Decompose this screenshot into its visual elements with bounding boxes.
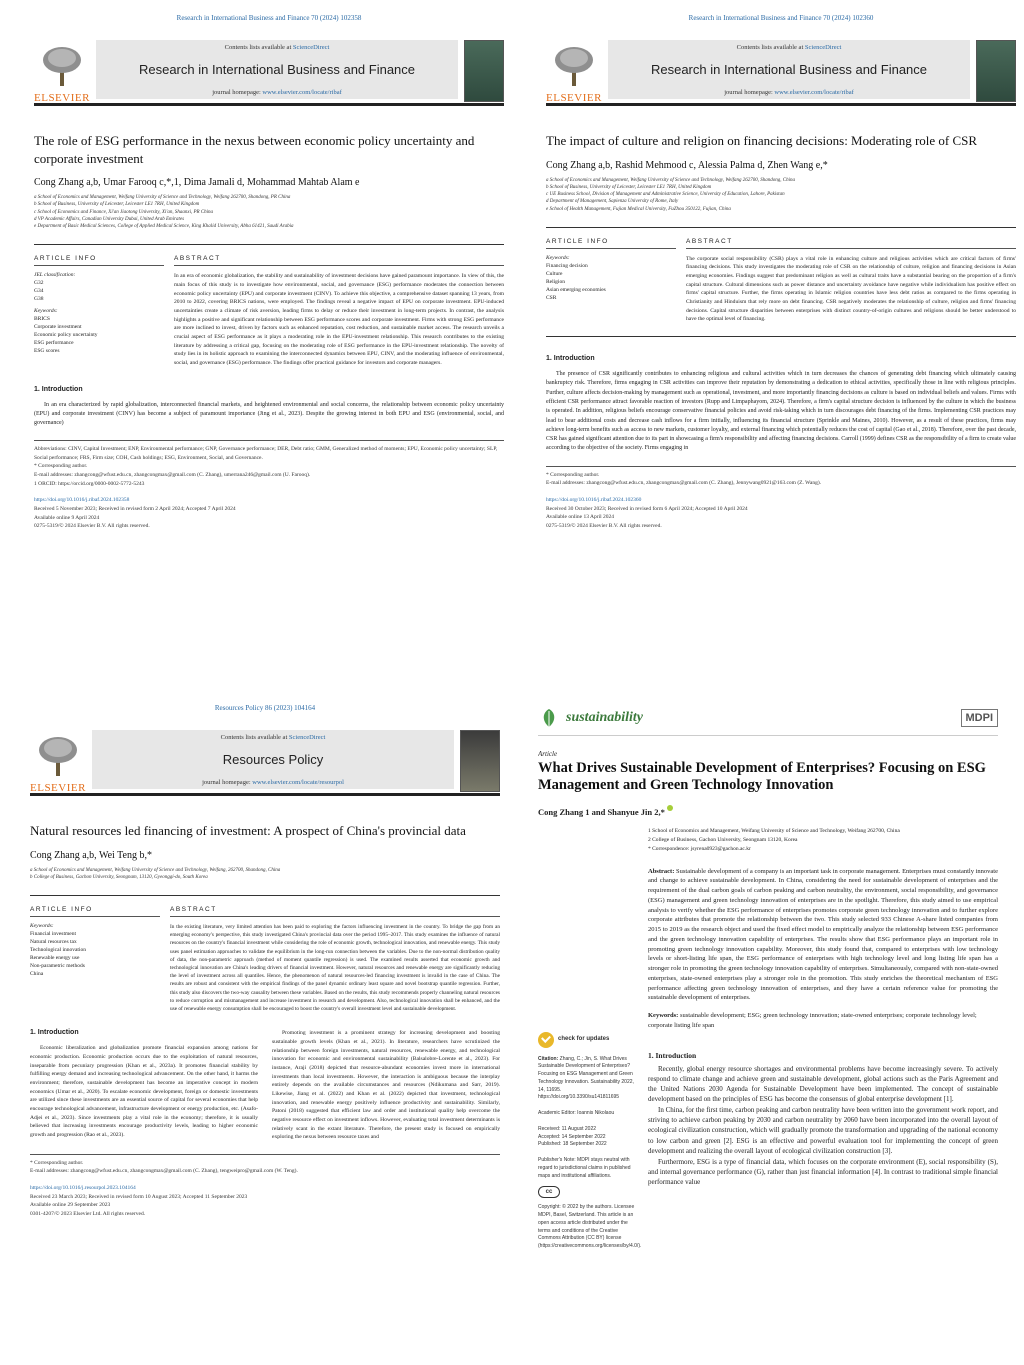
section-heading: 1. Introduction — [30, 1029, 79, 1037]
leaf-icon — [538, 707, 560, 729]
intro-text-col1: Economic liberalization and globalization promote financial expansion among nations for economic production. Economic production occurs due to the exploitation of natural resources, inseparable from pecuniary progression (Khan et al., 2023a). It promotes financial stability by fulfilling energy demand and increasing technological advancement. On the other hand, it harms the environment; therefore, sustainable development has become an imperative concept in modern economics (Umar et al., 2020). To escalate economic development, foreign or domestic investments are utilized since these investments are an essential source of capital for several economies that help encourage technological advancement, infrastructure development or energy production, etc. (Asafo-Adjei et al., 2023). Since investments play a vital role in the economy; therefore, it is usually believed that increasing investments encourage productivity levels, leading to higher economic growth and progression (Rao et al., 2023). — [30, 1045, 258, 1138]
journal-cover-image — [464, 40, 504, 102]
journal-cover-image — [976, 40, 1016, 102]
elsevier-wordmark: ELSEVIER — [30, 782, 86, 794]
doi-link[interactable]: https://doi.org/10.1016/j.resourpol.2023.104164 — [30, 1184, 136, 1191]
author-list: Cong Zhang a,b, Wei Teng b,* — [30, 849, 152, 861]
contents-line: Contents lists available at ScienceDirect — [736, 44, 842, 51]
journal-masthead — [34, 40, 504, 106]
abstract-text: The corporate social responsibility (CSR) plays a vital role in enhancing culture and religious activities which are critical factors of firms' financing decisions. This study investigates the moderating role of CSR on the relationship of culture, religion and financing decisions in Asian emerging economies. Findings suggest that predominant religion as well as cultural traits have a substantial bearing on the proportion of a firm's capital structure. Cultural dimensions such as power distance and uncertainty avoidance have negative while individualism has positive effect on firms' capital structure. Further, the firms operating in Islamic religion countries have less debt ratios as compared to the firms operating in Christianity and Hinduism that rely more on debt financing. CSR negatively moderates the relationship of culture, religion and firms' financing decisions. Capital structure disparities between enterprises with distinct country-of-origin cultures and religions should be better understood to have the optimal level of financing. — [686, 255, 1016, 323]
contents-line: Contents lists available at ScienceDirect — [224, 44, 330, 51]
homepage-link[interactable]: www.elsevier.com/locate/resourpol — [252, 779, 344, 786]
intro-paragraph: In China, for the first time, carbon peaking and carbon neutrality have been written into the government work report, and striving to achieve carbon peaking by 2030 and carbon neutrality by 2060 have been incorporated into the overall layout of ecological civilization construction, which will gradually promote the transformation and upgrading of the national economy to low carbon and green [2]. ESG is an effective and powerful evaluation tool for implementing the concept of green development and realizing the overall layout of ecological civilization construction [3]. — [648, 1106, 998, 1155]
footnotes: Abbreviations: CINV, Capital Investment; ENP, Environmental performance; GNP, Governance performance; DER, Debt ratio; GMM, Generalized method of moments; EPU, Economic policy uncertainty; SLP, Social performance; FRS, Firm size; COH, Cash holdings; ESG, Environment, Social, and Governance. * Corresponding author. E-mail addresses: zhangcong@wfust.edu.cn, zhangcongmax@gmail.com (C. Zhang), umerrana246@gmail.com (U. Farooq). 1 ORCID: https://orcid.org/0000-0002-5772-5243 — [34, 440, 504, 488]
footnotes: * Corresponding author. E-mail addresses: zhangcong@wfust.edu.cn, zhangcongmax@gmail.com (C. Zhang), tengweipro@gmail.com (W. Teng). — [30, 1154, 500, 1176]
journal-title: Resources Policy — [222, 752, 324, 767]
abstract-text: Abstract: Sustainable development of a company is an important task in corporate management. Enterprises must constantly innovate and change to achieve sustainable development. In China, considering the need for sustainable development of enterprises and the requirement of the dual carbon goals of carbon peaking and carbon neutrality, the environment, social responsibility, and governance (ESG) management and green technology innovation of enterprises are in the spotlight. Therefore, this study aimed to use empirical analysis to verify whether the ESG performance of enterprises promotes corporate green technology innovation and to further explore corporate attributes that promote the relationship between the two. This study selected 933 Chinese A-share listed companies from 2015 to 2019 as the research object and used the fixed effect model to empirically analyze the relationship between ESG performance and the green technology innovation capability of enterprises. The results show that ESG performance plays an important role in promoting green technology innovation capability. Moreover, this study found that, compared to enterprises with low technology levels or short-listing life span, the ESG performance of enterprises with high technology level and long listing life span has a stronger role in promoting the green technology innovation capability of enterprises. Simultaneously, compared with non-state-owned enterprises, state-owned enterprises play a stronger role in the promotion. This study enriches the theoretical mechanism of ESG performance affecting green technology innovation of enterprises, and they have a certain reference value for promoting the sustainable development of enterprises. — [648, 867, 998, 1002]
mdpi-header — [538, 700, 998, 736]
affiliations: a School of Economics and Management, Weifang University of Science and Technology, Weifang 262700, Shandong, PR China b School of Business, University of Leicester, Leicester LE1 7RH, United Kingdom c School of Economics and Finance, Xi'an Jiaotong University, Xi'an, Shaanxi, PR China d VP Academic Affairs, Canadian University Dubai, United Arab Emirates e Department of Basic Medical Sciences, College of Applied Medical Science, King Khalid University, Abha 61421, Saudi Arabia — [34, 195, 294, 230]
sciencedirect-link[interactable]: ScienceDirect — [292, 44, 330, 51]
journal-header-box — [96, 40, 458, 99]
doi-link[interactable]: https://doi.org/10.1016/j.ribaf.2024.102358 — [34, 497, 130, 504]
orcid-icon[interactable] — [667, 805, 673, 811]
elsevier-logo — [546, 40, 604, 106]
running-head[interactable]: Resources Policy 86 (2023) 104164 — [214, 704, 316, 712]
journal-homepage: journal homepage: www.elsevier.com/locate/ribaf — [724, 89, 854, 96]
section-heading: 1. Introduction — [546, 355, 595, 363]
intro-text: The presence of CSR significantly contributes to enhancing religious and cultural activities which in turn decreases the chances of generating debt financing which ultimately causing bankruptcy risk. Therefore, firms engaging in CSR activities can improve their reputation by demonstrating a dedication to ethical activities, specifically those in line with religious principles. Further, culture affects decision-making by management such as operational, investment, and more importantly financing decisions as culture is based on individual beliefs and values. Firms with efficient CSR performance attract favorable reaction of investors (Rupp and Limpaphayom, 2024). Therefore, a firm's capital structure decision is influenced by the culture in which the business is operated. In addition, religious beliefs encourage conservative financial policies and avoid risk-taking which in turn discourages debt financing of the firms. Implementing CSR practices may lead to bear additional costs and decrease cash inflows for a firm initially, influencing its financial structure (Sprinkle and Maines, 2010). However, as a result of these practices, firms may achieve long-term benefits such as access to new markets, customer loyalty, and external financing which potentially reduces the cost of capital (Gao et al., 2018). Therefore, over the past decade, CSR has gained significant attention due to its part in showcasing a firm's responsibility and affecting financing decisions. Carroll (1999) defines CSR as the responsibility of a firm to create value according to the objective of the society. Firms engaging in — [546, 371, 1016, 452]
journal-header-box — [608, 40, 970, 99]
paper-esg-epu — [34, 14, 504, 644]
abstract-section: ABSTRACT In the existing literature, very limited attention has been paid to exploring the factors influencing investment in the country. To bridge the gap from an emerging economy's perspective, this study investigated China's provincial data over the period 1995–2017. This study examines the influence of natural resources on the country's financial investment while considering the role of economic growth, technological innovation, and renewable energy. This study uses panel estimation approaches to validate the equilibrium in the long-run connection between the variables. Due to the non-normal distribution quality of data, the non-parametric approach (method of moment quantile regression) is used. The examined results asserted that economic growth and technological innovation are China's leading drivers of financial investment. However, natural resources and renewable energy are significantly reducing the level of investment across all quantiles. Hence, the phenomenon of natural resources-led financing investment is invalid in the case of China. The results are robust and consistent with the empirical findings of the panel dynamic ordinary least square and novel bootstrap quantile regression. Further, this study also discovers the two-way causality between these variables. Based on the results, this study recommends properly channeling natural resources to reduce corruption and mismanagement and increase investment in research and development. Also, technological innovation shall be enhanced, and the use of renewable energy consumption shall be encouraged to boost the country's overall investment level and sustainable development. — [170, 906, 500, 1013]
homepage-link[interactable]: www.elsevier.com/locate/ribaf — [774, 89, 854, 96]
author-list: Cong Zhang a,b, Umar Farooq c,*,1, Dima Jamali d, Mohammad Mahtab Alam e — [34, 177, 360, 189]
journal-title: Research in International Business and Finance — [138, 62, 416, 77]
running-head[interactable]: Research in International Business and Finance 70 (2024) 102358 — [176, 14, 362, 22]
journal-header-box — [92, 730, 454, 789]
paper-title: Natural resources led financing of investment: A prospect of China's provincial data — [30, 823, 466, 838]
paper-title: The impact of culture and religion on financing decisions: Moderating role of CSR — [546, 133, 978, 148]
tree-icon — [552, 44, 596, 88]
doi-link[interactable]: https://doi.org/10.1016/j.ribaf.2024.102360 — [546, 496, 642, 503]
academic-editor: Academic Editor: Ioannis Nikolaou — [538, 1110, 615, 1117]
journal-homepage: journal homepage: www.elsevier.com/locate/ribaf — [212, 89, 342, 96]
abstract-section: ABSTRACT The corporate social responsibility (CSR) plays a vital role in enhancing culture and religious activities which are critical factors of firms' financing decisions. This study investigates the moderating role of CSR on the relationship of culture, religion and financing decisions in Asian emerging economies. Findings suggest that predominant religion as well as cultural traits have a substantial bearing on the proportion of a firm's capital structure. Cultural dimensions such as power distance and uncertainty avoidance have negative while individualism has positive effect on firms' capital structure. Further, the firms operating in Islamic religion countries have less debt ratios as compared to the firms operating in Christianity and Hinduism that rely more on debt financing. CSR negatively moderates the relationship of culture, religion and firms' financing decisions. Capital structure disparities between enterprises with distinct country-of-origin cultures and religions should be better understood to have the optimal level of financing. — [686, 237, 1016, 323]
abstract-text: In an era of economic globalization, the stability and sustainability of investment decisions have gained paramount importance. In view of this, the main focus of this study is to investigate how environmental, social, and governance (ESG) performance moderates the connection between economic policy uncertainty (EPU) and corporate investment (CINV). To achieve this objective, a comprehensive dataset spanning 13 years, from 2010 to 2022, covering BRICS nations, were employed. The findings reveal a negative impact of EPU on corporate investment. EPU-induced uncertainties create a climate of risk aversion, leading firms to delay or reduce their investment in long-term projects. In contrast, the analysis highlights a positive and significant relationship between ESG performance scores and corporate investment. Firms with strong ESG performance are more inclined to invest, driven by factors such as enhanced reputation, cost reduction, and sustainable market access. The research unveils a crucial aspect of ESG performance as it plays a moderating role in the EPU-investment relationship. This research contributes to the existing literature by addressing a critical gap, focusing on the moderating role of ESG performance in the EPU-investment relationship. The novelty of study lies in its holistic approach to examining the interconnected dynamics between EPU, CINV, and the moderating influence of environmental, social, and governance (ESG) performance. The findings offer practical guidance for investors and corporate managers. — [174, 273, 504, 366]
article-type: Article — [538, 750, 558, 758]
citation: Citation: Zhang, C.; Jin, S. What Drives Sustainable Development of Enterprises? Focusing on ESG Management and Green Technology Innovation. Sustainability 2022, 14, 11695. https://doi.org/10.3390/su141811695 — [538, 1055, 634, 1101]
check-updates-badge[interactable]: check for updates — [538, 1032, 640, 1048]
doi-block: https://doi.org/10.1016/j.ribaf.2024.102358 Received 5 November 2023; Received in revised form 2 April 2024; Accepted 7 April 2024 Available online 9 April 2024 0275-5319/© 2024 Elsevier B.V. All rights reserved. — [34, 496, 504, 531]
author-list: Cong Zhang 1 and Shanyue Jin 2,* — [538, 805, 998, 817]
publisher-note: Publisher's Note: MDPI stays neutral with regard to jurisdictional claims in published maps and institutional affiliations. — [538, 1157, 631, 1179]
doi-block: https://doi.org/10.1016/j.resourpol.2023.104164 Received 23 March 2023; Received in revised form 10 August 2023; Accepted 11 September 2023 Available online 29 September 2023 0301-4207/© 2023 Elsevier Ltd. All rights reserved. — [30, 1184, 500, 1219]
intro-text-col2: Promoting investment is a prominent strategy for increasing development and boosting sustainable growth levels (Khan et al., 2021). In literature, researchers have scrutinized the relationship between foreign investments, natural resources, renewable energy, and technological innovation for economic and environmental sustainability (Balsalobre-Lorente et al., 2023). For instance, Araji (2018) depicted that resource-abundant economies invest more in international investments than local investments. However, the interaction is ambiguous because the interplay entirely depends on the available circumstances and resources (Ndikumana and Sarr, 2019). Likewise, Jiang et al. (2022) and Khan et al. (2022) depicted that investment, technological innovation, and renewable energy positively influence productivity and sustainability. Similarly, Patoni (2018) suggested that efficient law and order and institutional quality help overcome the negative resource effect on investment inflows. However, evaluating total investment determinants is relatively scant in the extant literature. Therefore, the present study is focused on empirically exploring the nexus between resource taxes and — [272, 1030, 500, 1141]
journal-cover-image — [460, 730, 500, 792]
copyright: Copyright: © 2022 by the authors. Licensee MDPI, Basel, Switzerland. This article is an open access article distributed under the terms and conditions of the Creative Commons Attribution (CC BY) license (https://creativecommons.org/licenses/by/4.0/). — [538, 1204, 642, 1250]
affiliations: 1 School of Economics and Management, Weifang University of Science and Technology, Weifang 262700, China 2 College of Business, Gachon University, Seongnam 13120, Korea * Correspondence: jsyrena0923@gachon.ac.kr — [648, 827, 900, 853]
keywords: Keywords: Financial investment Natural resources tax Technological innovation Renewable energy use Non-parametric methods China — [30, 923, 86, 977]
article-info: ARTICLE INFO Keywords: Financial investment Natural resources tax Technological innovation Renewable energy use Non-parametric methods China — [30, 906, 170, 1013]
paper-natural-resources — [30, 704, 500, 1324]
article-info: ARTICLE INFO Keywords: Financing decision Culture Religion Asian emerging economies CSR — [546, 238, 686, 324]
paper-mdpi-sustainability — [538, 700, 998, 1360]
paper-title: The role of ESG performance in the nexus between economic policy uncertainty and corporate investment — [34, 133, 475, 166]
elsevier-wordmark: ELSEVIER — [34, 92, 90, 104]
check-icon — [538, 1032, 554, 1048]
elsevier-logo — [30, 730, 88, 796]
section-heading: 1. Introduction — [34, 385, 83, 393]
author-list: Cong Zhang a,b, Rashid Mehmood c, Alessia Palma d, Zhen Wang e,* — [546, 159, 828, 171]
section-heading: 1. Introduction — [648, 1050, 697, 1060]
abstract-section: ABSTRACT In an era of economic globalization, the stability and sustainability of investment decisions have gained paramount importance. In view of this, the main focus of this study is to investigate how environmental, social, and governance (ESG) performance moderates the connection between economic policy uncertainty (EPU) and corporate investment (CINV). To achieve this objective, a comprehensive dataset spanning 13 years, from 2010 to 2022, covering BRICS nations, were employed. The findings reveal a negative impact of EPU on corporate investment. EPU-induced uncertainties create a climate of risk aversion, leading firms to delay or reduce their investment in long-term projects. In contrast, the analysis highlights a positive and significant relationship between ESG performance scores and corporate investment. Firms with strong ESG performance are more inclined to invest, driven by factors such as enhanced reputation, cost reduction, and sustainable market access. The research unveils a crucial aspect of ESG performance as it plays a moderating role in the EPU-investment relationship. This research contributes to the existing literature by addressing a critical gap, focusing on the moderating role of ESG performance in the EPU-investment relationship. The novelty of study lies in its holistic approach to examining the interconnected dynamics between EPU, CINV, and the moderating influence of environmental, social, and governance (ESG) performance. The findings offer practical guidance for investors and corporate managers. — [174, 255, 504, 366]
article-sidebar: check for updates Citation: Zhang, C.; Jin, S. What Drives Sustainable Development of Enterprises? Focusing on ESG Management and Green Technology Innovation. Sustainability 2022, 14, 11695. https://doi.org/10.3390/su141811695 Academic Editor: Ioannis Nikolaou Received: 11 August 2022 Accepted: 14 September 2022 Published: 18 September 2022 Publisher's Note: MDPI stays neutral with regard to jurisdictional claims in published maps and institutional affiliations. cc Copyright: © 2022 by the authors. Licensee MDPI, Basel, Switzerland. This article is an open access article distributed under the terms and conditions of the Creative Commons Attribution (CC BY) license (https://creativecommons.org/licenses/by/4.0/). — [538, 827, 648, 1251]
paper-title: What Drives Sustainable Development of Enterprises? Focusing on ESG Management and Green Technology Innovation — [538, 760, 986, 794]
affiliations: a School of Economics and Management, Weifang University of Science and Technology, Weifang, 262700, Shandong, China b College of Business, Gachon University, Seongnam, 13120, Gyeonggi-do, South Korea — [30, 867, 281, 880]
intro-paragraph: Recently, global energy resource shortages and environmental problems have become increasingly severe. To actively respond to climate change and achieve green and sustainable development, global actions such as the Paris Agreement and the United Nations 2030 Agenda for Sustainable Development have been implemented. The concept of sustainable development based on the principles of ESG has become the consensus of global enterprise development [1]. — [648, 1064, 998, 1104]
sustainability-logo: sustainability — [538, 707, 643, 729]
journal-title: Research in International Business and Finance — [650, 62, 928, 77]
elsevier-logo — [34, 40, 92, 106]
footnotes: * Corresponding author. E-mail addresses: zhangcong@wfust.edu.cn, zhangcongmax@gmail.com (C. Zhang), Jennywang0921@163.com (Z. Wang). — [546, 466, 1016, 488]
running-head[interactable]: Research in International Business and Finance 70 (2024) 102360 — [688, 14, 874, 22]
article-info: ARTICLE INFO JEL classification: G32 G34 G38 Keywords: BRICS Corporate investment Economic policy uncertainty ESG performance ESG scores — [34, 255, 174, 367]
journal-homepage: journal homepage: www.elsevier.com/locate/resourpol — [202, 779, 344, 786]
sciencedirect-link[interactable]: ScienceDirect — [288, 734, 326, 741]
sciencedirect-link[interactable]: ScienceDirect — [804, 44, 842, 51]
intro-paragraph: Furthermore, ESG is a type of financial data, which focuses on the corporate environment (E), social responsibility (S), and internal governance performance (G), rather than just financial information [4]. In contrast to traditional simple financial performance value — [648, 1157, 998, 1187]
journal-masthead — [30, 730, 500, 796]
paper-culture-religion — [546, 14, 1016, 644]
tree-icon — [40, 44, 84, 88]
abstract-text: In the existing literature, very limited attention has been paid to exploring the factors influencing investment in the country. To bridge the gap from an emerging economy's perspective, this study investigated China's provincial data over the period 1995–2017. This study examines the influence of natural resources on the country's financial investment while considering the role of economic growth, technological innovation, and renewable energy. This study uses panel estimation approaches to validate the equilibrium in the long-run connection between the variables. Due to the non-normal distribution quality of data, the non-parametric approach (method of moment quantile regression) is used. The examined results asserted that economic growth and technological innovation are China's leading drivers of financial investment. However, natural resources and renewable energy are significantly reducing the level of investment across all quantiles. Hence, the phenomenon of natural resources-led financing investment is invalid in the case of China. The results are robust and consistent with the empirical findings of the panel dynamic ordinary least square and novel bootstrap quantile regression. Further, this study also discovers the two-way causality between these variables. Based on the results, this study recommends properly channeling natural resources to reduce corruption and mismanagement and increase investment in research and development. Also, technological innovation shall be enhanced, and the use of renewable energy consumption shall be encouraged to boost the country's overall investment level and sustainable development. — [170, 924, 500, 1013]
tree-icon — [36, 734, 80, 778]
contents-line: Contents lists available at ScienceDirect — [220, 734, 326, 741]
elsevier-wordmark: ELSEVIER — [546, 92, 602, 104]
journal-masthead — [546, 40, 1016, 106]
mdpi-logo: MDPI — [961, 709, 999, 727]
doi-block: https://doi.org/10.1016/j.ribaf.2024.102360 Received 30 October 2023; Received in revised form 6 April 2024; Accepted 10 April 2024 Available online 13 April 2024 0275-5319/© 2024 Elsevier B.V. All rights reserved. — [546, 496, 1016, 531]
cc-license-icon[interactable]: cc — [538, 1186, 560, 1198]
keywords: Keywords: sustainable development; ESG; green technology innovation; state-owned enterprises; corporate technology level; corporate listing life span — [648, 1012, 977, 1029]
intro-text: In an era characterized by rapid globalization, interconnected financial markets, and heightened environmental and social concerns, the relationship between economic policy uncertainty (EPU) and corporate investment (CINV) has become a subject of paramount importance (Jing et al., 2023). Despite the growing interest in both EPU and ESG (environmental, social, and governance) — [34, 401, 504, 427]
affiliations: a School of Economics and Management, Weifang University of Science and Technology, Weifang 262700, Shandong, China b School of Business, University of Leicester, Leicester LE1 7RH, United Kingdom c UE Business School, Division of Management and Administrative Science, University of Education, Lahore, Pakistan d Department of Management, Sapienza University of Rome, Italy e School of Health Management, Fujian Medical University, FuZhou 350122, Fujian, China — [546, 177, 795, 212]
homepage-link[interactable]: www.elsevier.com/locate/ribaf — [262, 89, 342, 96]
keywords: Keywords: Financing decision Culture Religion Asian emerging economies CSR — [546, 254, 606, 301]
keywords: JEL classification: G32 G34 G38 Keywords: BRICS Corporate investment Economic policy uncertainty ESG performance ESG scores — [34, 272, 98, 355]
